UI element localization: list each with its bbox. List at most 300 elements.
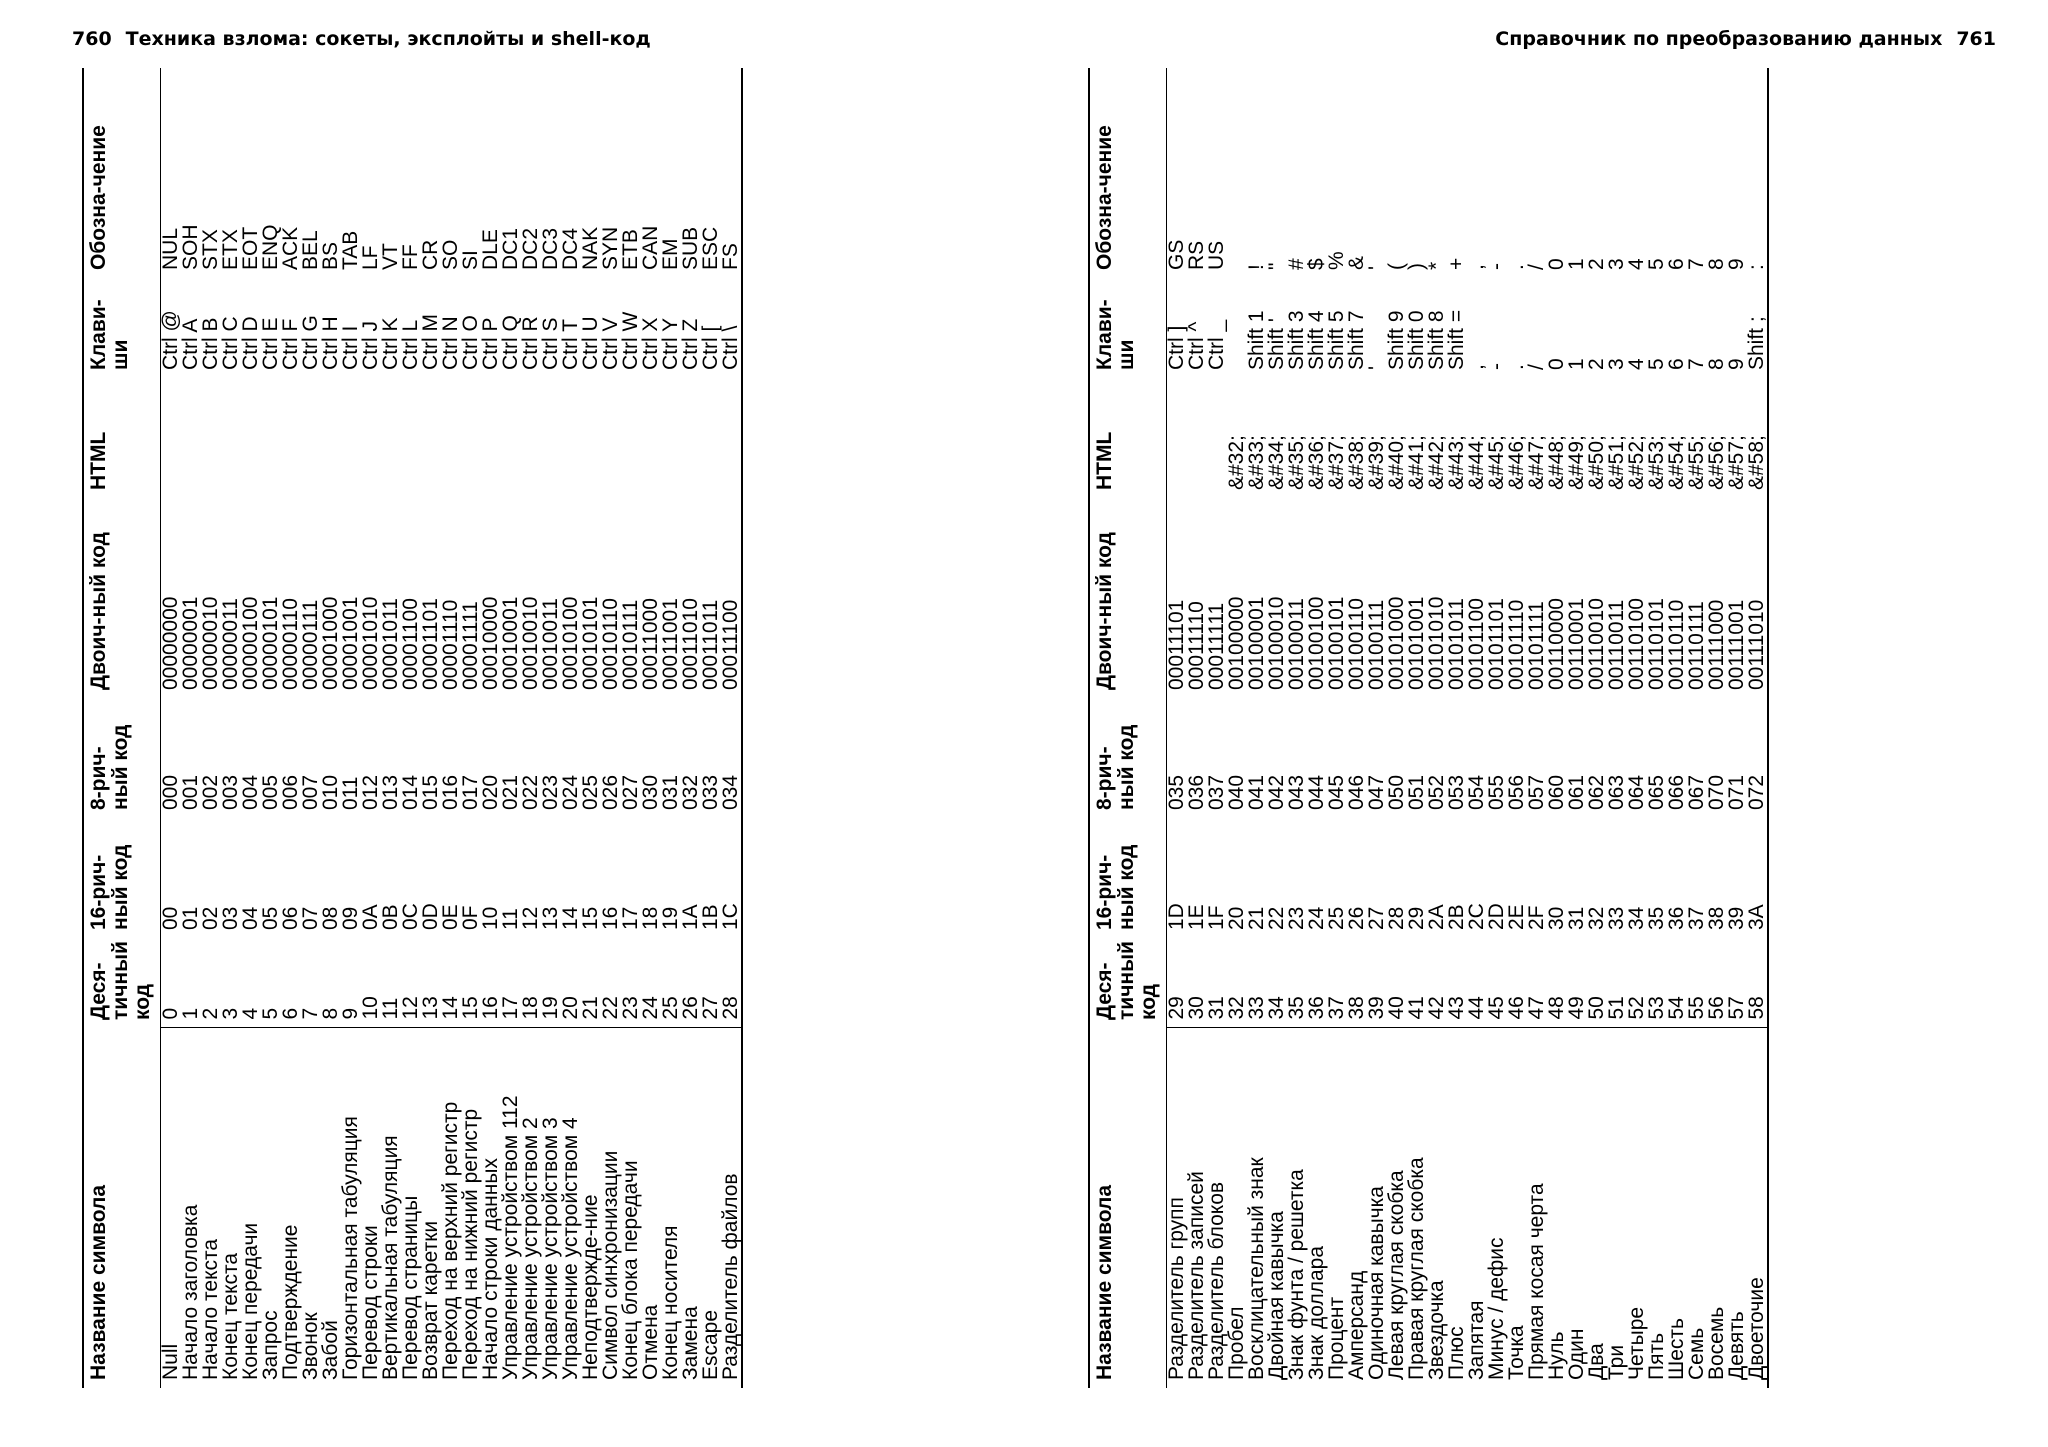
cell-symbol: " xyxy=(1265,262,1288,270)
col-header-binary: Двоич-ный код xyxy=(83,498,161,698)
table-row xyxy=(1547,68,1567,1388)
cell-keys: 1 xyxy=(1565,358,1588,370)
cell-binary: 00001110 xyxy=(439,599,462,690)
cell-decimal: 14 xyxy=(439,996,462,1020)
cell-octal: 041 xyxy=(1245,774,1268,810)
cell-html xyxy=(1207,378,1227,498)
cell-binary: 00111000 xyxy=(1705,599,1728,690)
cell-binary: 00010000 xyxy=(479,596,502,690)
cell-html xyxy=(321,378,341,498)
cell-decimal: 1 xyxy=(179,1007,202,1020)
cell-hex: 33 xyxy=(1605,906,1628,930)
cell-octal: 017 xyxy=(459,774,482,810)
cell-symbol: ESC xyxy=(699,226,722,270)
cell-decimal: 6 xyxy=(279,1007,302,1020)
table-row xyxy=(261,68,281,1388)
cell-name: Начало текста xyxy=(201,1028,221,1388)
cell-name: Символ синхронизации xyxy=(601,1028,621,1388)
cell-keys: Ctrl X xyxy=(639,317,662,370)
cell-binary: 00000101 xyxy=(259,596,282,690)
right-page-header xyxy=(1495,28,1996,50)
cell-decimal: 36 xyxy=(1305,996,1328,1020)
cell-hex: 23 xyxy=(1285,906,1308,930)
cell-hex: 1E xyxy=(1185,904,1208,930)
cell-decimal: 56 xyxy=(1705,996,1728,1020)
table-row xyxy=(1627,68,1647,1388)
table-row xyxy=(1447,68,1467,1388)
cell-html: &#39; xyxy=(1365,435,1388,490)
table-row xyxy=(1387,68,1407,1388)
cell-html xyxy=(721,378,742,498)
cell-symbol: : xyxy=(1747,68,1768,278)
cell-octal: 031 xyxy=(659,774,682,810)
table-row xyxy=(1247,68,1267,1388)
cell-binary: 00110000 xyxy=(1545,598,1568,690)
cell-symbol: CAN xyxy=(639,225,662,270)
table-body-left xyxy=(161,68,743,1388)
cell-octal: 063 xyxy=(1605,774,1628,810)
cell-binary: 00001101 xyxy=(419,598,442,690)
cell-keys: Shift ' xyxy=(1265,318,1288,370)
cell-decimal: 10 xyxy=(359,996,382,1020)
cell-binary: 00000110 xyxy=(279,598,302,690)
cell-html xyxy=(201,378,221,498)
cell-hex: 28 xyxy=(1385,906,1408,930)
cell-octal: 033 xyxy=(699,774,722,810)
cell-decimal: 46 xyxy=(1505,996,1528,1020)
cell-symbol: 3 xyxy=(1605,258,1628,270)
cell-keys: Ctrl F xyxy=(279,318,302,370)
cell-decimal: 48 xyxy=(1545,996,1568,1020)
cell-symbol: DC4 xyxy=(559,227,582,270)
cell-hex: 1C xyxy=(721,818,742,938)
cell-decimal: 11 xyxy=(379,997,402,1020)
cell-html xyxy=(221,378,241,498)
cell-decimal: 32 xyxy=(1225,996,1248,1020)
cell-decimal: 52 xyxy=(1625,996,1648,1020)
cell-symbol: SOH xyxy=(179,224,202,270)
cell-keys: Shift = xyxy=(1445,309,1468,370)
cell-html: &#36; xyxy=(1305,435,1328,490)
cell-html xyxy=(361,378,381,498)
cell-binary: 00100010 xyxy=(1265,596,1288,690)
cell-octal: 072 xyxy=(1747,698,1768,818)
cell-name: Управление устройством 2 xyxy=(521,1028,541,1388)
cell-symbol: LF xyxy=(359,245,382,270)
cell-html: &#33; xyxy=(1245,435,1268,490)
cell-symbol: DC2 xyxy=(519,227,542,270)
cell-binary: 00001111 xyxy=(459,601,482,690)
cell-decimal: 25 xyxy=(659,996,682,1020)
cell-decimal: 40 xyxy=(1385,996,1408,1020)
table-row xyxy=(1687,68,1707,1388)
cell-name: Null xyxy=(161,1028,182,1388)
table-row xyxy=(601,68,621,1388)
cell-symbol: ) xyxy=(1405,263,1428,270)
cell-name: Нуль xyxy=(1547,1028,1567,1388)
cell-decimal: 58 xyxy=(1747,938,1768,1028)
cell-hex: 13 xyxy=(539,906,562,930)
cell-binary: 00111010 xyxy=(1747,498,1768,698)
cell-name: Неподтвержде-ние xyxy=(581,1028,601,1388)
cell-decimal: 20 xyxy=(559,996,582,1020)
table-row xyxy=(1327,68,1347,1388)
cell-octal: 010 xyxy=(319,774,342,810)
table-row xyxy=(1407,68,1427,1388)
cell-hex: 0C xyxy=(399,903,422,930)
ascii-table-right xyxy=(1088,68,1769,1388)
cell-keys: Ctrl S xyxy=(539,317,562,370)
cell-html: &#38; xyxy=(1345,435,1368,490)
cell-binary: 00011000 xyxy=(639,598,662,690)
table-row xyxy=(1507,68,1527,1388)
table-row xyxy=(301,68,321,1388)
cell-html: &#53; xyxy=(1645,435,1668,490)
cell-symbol: EM xyxy=(659,238,682,270)
cell-binary: 00011111 xyxy=(1205,602,1228,690)
cell-keys: , xyxy=(1465,364,1488,370)
cell-binary: 00101100 xyxy=(1465,598,1488,690)
cell-keys: Shift 3 xyxy=(1285,310,1308,370)
cell-octal: 034 xyxy=(721,698,742,818)
table-row xyxy=(561,68,581,1388)
cell-name: Подтверждение xyxy=(281,1028,301,1388)
cell-keys: Ctrl _ xyxy=(1205,319,1228,370)
cell-name: Восклицательный знак xyxy=(1247,1028,1267,1388)
cell-decimal: 9 xyxy=(339,1007,362,1020)
cell-html xyxy=(561,378,581,498)
cell-keys: Shift 4 xyxy=(1305,310,1328,370)
left-page-header xyxy=(72,28,651,50)
cell-hex: 2B xyxy=(1445,904,1468,930)
table-row xyxy=(281,68,301,1388)
cell-octal: 003 xyxy=(219,774,242,810)
cell-html: &#54; xyxy=(1665,435,1688,490)
cell-octal: 046 xyxy=(1345,774,1368,810)
cell-name: Точка xyxy=(1507,1028,1527,1388)
cell-hex: 2A xyxy=(1425,904,1448,930)
cell-name: Один xyxy=(1567,1028,1587,1388)
cell-html: &#57; xyxy=(1725,435,1748,490)
cell-symbol: / xyxy=(1525,264,1548,270)
cell-octal: 051 xyxy=(1405,774,1428,810)
table-row xyxy=(1187,68,1207,1388)
left-running-title: Техника взлома: сокеты, эксплойты и shell-код xyxy=(125,28,651,50)
table-row xyxy=(1747,68,1768,1388)
col-header-name: Название символа xyxy=(83,1028,161,1388)
cell-octal: 067 xyxy=(1685,774,1708,810)
cell-octal: 055 xyxy=(1485,774,1508,810)
cell-hex: 29 xyxy=(1405,906,1428,930)
cell-name: Вертикальная табуляция xyxy=(381,1028,401,1388)
cell-hex: 00 xyxy=(159,906,182,930)
cell-octal: 061 xyxy=(1565,774,1588,810)
cell-hex: 19 xyxy=(659,906,682,930)
cell-keys: Ctrl Z xyxy=(679,318,702,370)
cell-binary: 00111001 xyxy=(1725,599,1748,690)
cell-html xyxy=(481,378,501,498)
cell-html xyxy=(281,378,301,498)
cell-symbol: RS xyxy=(1185,240,1208,270)
table-row xyxy=(1427,68,1447,1388)
cell-name: Разделитель записей xyxy=(1187,1028,1207,1388)
cell-keys: Ctrl H xyxy=(319,316,342,370)
cell-octal: 001 xyxy=(179,774,202,810)
cell-keys: Ctrl I xyxy=(339,325,362,370)
cell-binary: 00010011 xyxy=(539,598,562,690)
cell-decimal: 45 xyxy=(1485,996,1508,1020)
cell-hex: 34 xyxy=(1625,906,1648,930)
cell-name: Двоеточие xyxy=(1747,1028,1768,1388)
cell-symbol: CR xyxy=(419,239,442,270)
cell-name: Горизонтальная табуляция xyxy=(341,1028,361,1388)
cell-binary: 00100011 xyxy=(1285,598,1308,690)
cell-keys: Ctrl ] xyxy=(1165,325,1188,370)
cell-keys: 9 xyxy=(1725,358,1748,370)
cell-keys: 3 xyxy=(1605,358,1628,370)
cell-binary: 00101111 xyxy=(1525,601,1548,690)
cell-hex: 0D xyxy=(419,903,442,930)
cell-decimal: 18 xyxy=(519,996,542,1020)
cell-octal: 025 xyxy=(579,774,602,810)
col-header-binary: Двоич-ный код xyxy=(1089,498,1167,698)
cell-name: Амперсанд xyxy=(1347,1028,1367,1388)
cell-name: Возврат каретки xyxy=(421,1028,441,1388)
table-row xyxy=(441,68,461,1388)
cell-html: &#35; xyxy=(1285,435,1308,490)
col-header-hex: 16-рич-ный код xyxy=(83,818,161,938)
cell-decimal: 30 xyxy=(1185,996,1208,1020)
cell-octal: 045 xyxy=(1325,774,1348,810)
cell-hex: 08 xyxy=(319,906,342,930)
cell-hex: 3A xyxy=(1747,818,1768,938)
cell-octal: 044 xyxy=(1305,774,1328,810)
cell-html: &#44; xyxy=(1465,435,1488,490)
cell-octal: 050 xyxy=(1385,774,1408,810)
cell-binary: 00100110 xyxy=(1345,598,1368,690)
cell-html xyxy=(461,378,481,498)
cell-symbol: SO xyxy=(439,239,462,270)
cell-symbol: 5 xyxy=(1645,258,1668,270)
cell-html: &#50; xyxy=(1585,435,1608,490)
cell-html xyxy=(621,378,641,498)
cell-decimal: 7 xyxy=(299,1007,322,1020)
cell-symbol: ' xyxy=(1365,265,1388,270)
cell-hex: 2F xyxy=(1525,905,1548,930)
cell-html xyxy=(1167,378,1188,498)
cell-binary: 00011101 xyxy=(1165,599,1188,690)
cell-hex: 2E xyxy=(1505,904,1528,930)
table-row xyxy=(481,68,501,1388)
cell-symbol: 1 xyxy=(1565,258,1588,270)
cell-keys: Ctrl K xyxy=(379,317,402,370)
cell-binary: 00110101 xyxy=(1645,598,1668,690)
cell-symbol: 9 xyxy=(1725,258,1748,270)
cell-binary: 00101011 xyxy=(1445,598,1468,690)
cell-name: Разделитель групп xyxy=(1167,1028,1188,1388)
cell-binary: 00000111 xyxy=(299,599,322,690)
cell-octal: 027 xyxy=(619,774,642,810)
cell-name: Три xyxy=(1607,1028,1627,1388)
cell-keys: Shift 8 xyxy=(1425,310,1448,370)
cell-octal: 026 xyxy=(599,774,622,810)
cell-name: Начало строки данных xyxy=(481,1028,501,1388)
cell-hex: 05 xyxy=(259,906,282,930)
cell-keys: Ctrl D xyxy=(239,316,262,370)
cell-binary: 00100001 xyxy=(1245,596,1268,690)
cell-binary: 00110110 xyxy=(1665,599,1688,690)
cell-octal: 047 xyxy=(1365,774,1388,810)
cell-keys: Ctrl M xyxy=(419,314,442,370)
cell-keys: 8 xyxy=(1705,358,1728,370)
cell-keys: Ctrl W xyxy=(619,311,642,370)
table-row xyxy=(621,68,641,1388)
cell-binary: 00110111 xyxy=(1685,601,1708,690)
cell-hex: 38 xyxy=(1705,906,1728,930)
cell-name: Отмена xyxy=(641,1028,661,1388)
cell-octal: 065 xyxy=(1645,774,1668,810)
cell-name: Escape xyxy=(701,1028,721,1388)
col-header-keys: Клави-ши xyxy=(1089,278,1167,378)
cell-hex: 2D xyxy=(1485,903,1508,930)
cell-name: Конец носителя xyxy=(661,1028,681,1388)
cell-symbol: FS xyxy=(721,68,742,278)
cell-html xyxy=(681,378,701,498)
cell-name: Замена xyxy=(681,1028,701,1388)
cell-html xyxy=(401,378,421,498)
cell-hex: 18 xyxy=(639,906,662,930)
cell-symbol: * xyxy=(1425,261,1448,270)
cell-symbol: TAB xyxy=(339,230,362,270)
cell-keys: Shift 5 xyxy=(1325,310,1348,370)
cell-binary: 00001001 xyxy=(339,596,362,690)
cell-name: Переход на верхний регистр xyxy=(441,1028,461,1388)
cell-octal: 004 xyxy=(239,774,262,810)
cell-name: Шесть xyxy=(1667,1028,1687,1388)
cell-name: Два xyxy=(1587,1028,1607,1388)
cell-keys: Ctrl T xyxy=(559,319,582,370)
cell-html xyxy=(661,378,681,498)
cell-octal: 002 xyxy=(199,774,222,810)
cell-name: Четыре xyxy=(1627,1028,1647,1388)
cell-octal: 012 xyxy=(359,774,382,810)
cell-binary: 00010101 xyxy=(579,596,602,690)
cell-hex: 2C xyxy=(1465,903,1488,930)
cell-hex: 10 xyxy=(479,906,502,930)
cell-keys: Ctrl U xyxy=(579,316,602,370)
cell-symbol: ENQ xyxy=(259,224,282,270)
table-row xyxy=(521,68,541,1388)
cell-name: Управление устройством 4 xyxy=(561,1028,581,1388)
cell-symbol: 4 xyxy=(1625,258,1648,270)
cell-html: &#43; xyxy=(1445,435,1468,490)
cell-keys: - xyxy=(1485,363,1508,370)
cell-html xyxy=(181,378,201,498)
col-header-decimal: Деся-тичный код xyxy=(1089,938,1167,1028)
cell-name: Пробел xyxy=(1227,1028,1247,1388)
cell-symbol: VT xyxy=(379,243,402,270)
cell-decimal: 4 xyxy=(239,1007,262,1020)
cell-binary: 00000011 xyxy=(219,598,242,690)
cell-octal: 064 xyxy=(1625,774,1648,810)
cell-decimal: 55 xyxy=(1685,996,1708,1020)
ascii-table-right-rotated xyxy=(1088,68,1769,1388)
cell-symbol: DC1 xyxy=(499,227,522,270)
cell-keys: Ctrl O xyxy=(459,315,482,370)
cell-binary: 00001000 xyxy=(319,596,342,690)
cell-keys xyxy=(1227,278,1247,378)
cell-name: Пять xyxy=(1647,1028,1667,1388)
table-row xyxy=(1347,68,1367,1388)
cell-hex: 35 xyxy=(1645,906,1668,930)
cell-keys: Ctrl R xyxy=(519,316,542,370)
table-row xyxy=(341,68,361,1388)
cell-hex: 02 xyxy=(199,906,222,930)
cell-binary: 00011001 xyxy=(659,598,682,690)
cell-hex: 31 xyxy=(1565,906,1588,930)
cell-symbol: - xyxy=(1485,263,1508,270)
right-page-number: 761 xyxy=(1956,28,1996,50)
cell-keys: Ctrl A xyxy=(179,318,202,370)
cell-hex: 14 xyxy=(559,906,582,930)
table-row xyxy=(721,68,742,1388)
cell-decimal: 47 xyxy=(1525,996,1548,1020)
cell-binary: 00010110 xyxy=(599,598,622,690)
cell-octal: 016 xyxy=(439,774,462,810)
cell-html: &#37; xyxy=(1325,435,1348,490)
cell-hex: 36 xyxy=(1665,906,1688,930)
cell-symbol: SYN xyxy=(599,226,622,270)
table-row xyxy=(361,68,381,1388)
cell-keys: Ctrl [ xyxy=(699,325,722,370)
cell-decimal: 3 xyxy=(219,1007,242,1020)
cell-symbol: ! xyxy=(1245,264,1268,270)
cell-html: &#47; xyxy=(1525,435,1548,490)
table-row xyxy=(1467,68,1487,1388)
table-row xyxy=(1567,68,1587,1388)
cell-decimal: 57 xyxy=(1725,996,1748,1020)
cell-keys: Ctrl Q xyxy=(499,315,522,370)
cell-decimal: 29 xyxy=(1165,996,1188,1020)
cell-binary: 00101110 xyxy=(1505,599,1528,690)
cell-binary: 00101000 xyxy=(1385,596,1408,690)
cell-name: Прямая косая черта xyxy=(1527,1028,1547,1388)
table-row xyxy=(421,68,441,1388)
cell-octal: 057 xyxy=(1525,774,1548,810)
table-row xyxy=(1607,68,1627,1388)
cell-binary: 00110011 xyxy=(1605,599,1628,690)
cell-symbol: ETB xyxy=(619,229,642,270)
cell-binary: 00010111 xyxy=(619,599,642,690)
cell-hex: 0F xyxy=(459,905,482,930)
cell-binary: 00010001 xyxy=(499,596,522,690)
cell-binary: 00101101 xyxy=(1485,598,1508,690)
cell-hex: 24 xyxy=(1305,906,1328,930)
cell-octal: 022 xyxy=(519,774,542,810)
table-row xyxy=(581,68,601,1388)
cell-hex: 07 xyxy=(299,906,322,930)
cell-symbol: BEL xyxy=(299,230,322,270)
cell-binary: 00000010 xyxy=(199,596,222,690)
table-row xyxy=(381,68,401,1388)
cell-name: Семь xyxy=(1687,1028,1707,1388)
cell-hex: 20 xyxy=(1225,906,1248,930)
cell-octal: 040 xyxy=(1225,774,1248,810)
table-row xyxy=(681,68,701,1388)
table-row xyxy=(461,68,481,1388)
cell-html: &#40; xyxy=(1385,435,1408,490)
cell-hex: 03 xyxy=(219,906,242,930)
